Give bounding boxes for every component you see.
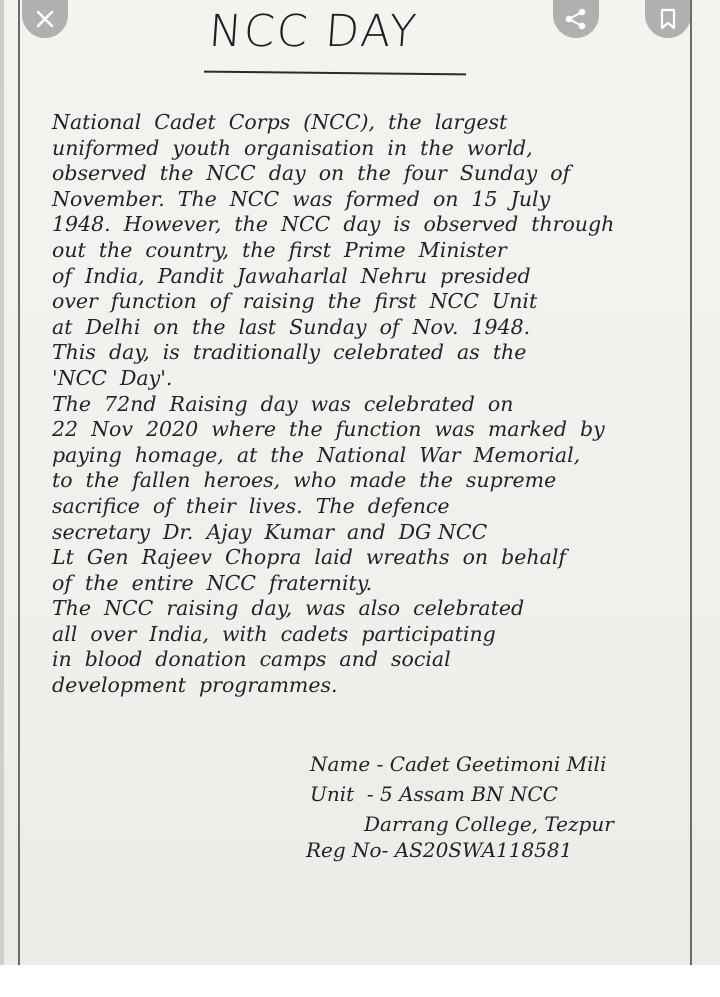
close-icon	[36, 10, 54, 28]
essay-body	[52, 110, 682, 699]
essay-line: in blood donation camps and social	[52, 647, 451, 672]
essay-line: of India, Pandit Jawaharlal Nehru presided	[52, 263, 531, 288]
essay-line: over function of raising the first NCC Unit	[52, 289, 538, 314]
essay-line: 22 Nov 2020 where the function was marked by	[52, 417, 605, 442]
title-underline	[204, 71, 466, 76]
brand-logo-icon	[36, 991, 62, 997]
essay-line: development programmes.	[52, 673, 338, 698]
essay-line: The 72nd Raising day was celebrated on	[52, 391, 514, 416]
signature-reg-no: Reg No- AS20SWA118581	[306, 838, 573, 862]
margin-line-right	[690, 0, 692, 965]
essay-line: 1948. However, the NCC day is observed through	[52, 212, 615, 237]
bottom-bar	[0, 965, 720, 997]
essay-line: all over India, with cadets participating	[52, 621, 496, 646]
essay-line: 'NCC Day'.	[52, 365, 173, 390]
essay-line: to the fallen heroes, who made the supreme	[52, 468, 557, 493]
essay-line: uniformed youth organisation in the world,	[52, 135, 533, 160]
essay-line: observed the NCC day on the four Sunday of	[52, 161, 571, 186]
essay-line: of the entire NCC fraternity.	[52, 570, 373, 595]
essay-line: secretary Dr. Ajay Kumar and DG NCC	[52, 519, 488, 544]
essay-line: paying homage, at the National War Memorial,	[52, 442, 581, 467]
signature-unit: Unit - 5 Assam BN NCC	[310, 782, 558, 806]
essay-line: at Delhi on the last Sunday of Nov. 1948.	[52, 314, 531, 339]
essay-line: This day, is traditionally celebrated as the	[52, 340, 527, 365]
essay-line: National Cadet Corps (NCC), the largest	[52, 110, 508, 134]
essay-line: sacrifice of their lives. The defence	[52, 493, 450, 518]
essay-line: out the country, the first Prime Minister	[52, 237, 507, 262]
margin-line-left	[18, 0, 20, 965]
essay-line: Lt Gen Rajeev Chopra laid wreaths on behalf	[52, 545, 566, 570]
signature-college: Darrang College, Tezpur	[364, 812, 614, 836]
page-title: NCC DAY	[207, 6, 420, 57]
essay-line: November. The NCC was formed on 15 July	[52, 186, 551, 211]
notebook-page	[4, 0, 720, 965]
essay-line: The NCC raising day, was also celebrated	[52, 596, 525, 621]
bookmark-icon	[659, 8, 677, 30]
share-icon	[564, 8, 588, 30]
signature-name: Name - Cadet Geetimoni Mili	[310, 752, 607, 776]
